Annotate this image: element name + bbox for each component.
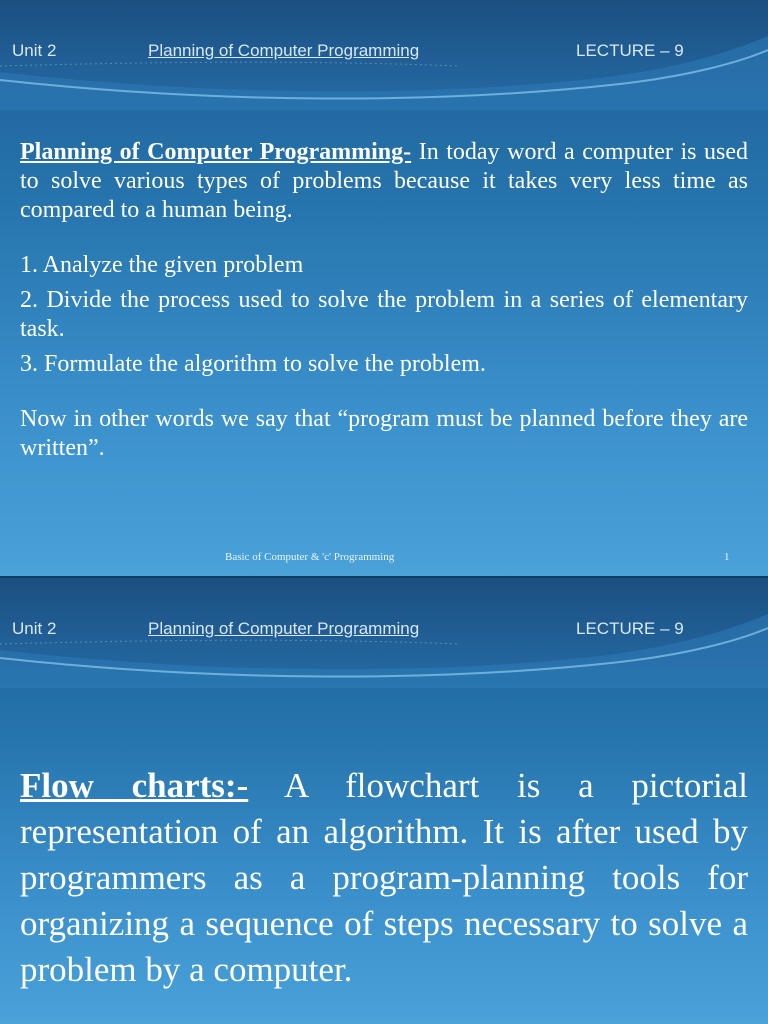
list-item: 2. Divide the process used to solve the problem in a series of elementary task. <box>20 287 748 342</box>
header-title: Planning of Computer Programming <box>148 41 420 60</box>
intro-lead: Planning of Computer Programming- <box>20 139 412 165</box>
slide-2 <box>0 576 768 1024</box>
list-item: 3. Formulate the algorithm to solve the problem. <box>20 351 486 377</box>
footer-page-number: 1 <box>724 551 730 563</box>
steps-list <box>20 251 748 379</box>
intro-text: In today word a computer is used to solve various types of problems because it takes very less time as compared to a human being. <box>20 139 749 223</box>
flowchart-text: A flowchart is a pictorial representation of an algorithm. It is after used by programmers as a program-planning tools for organizing a sequence of steps necessary to solve a problem by a computer. <box>20 766 748 989</box>
header-lecture: LECTURE – 9 <box>576 41 684 60</box>
header-lecture: LECTURE – 9 <box>576 619 684 638</box>
flowchart-paragraph <box>20 763 748 993</box>
flowchart-lead: Flow charts:- <box>20 766 249 805</box>
header-unit: Unit 2 <box>12 619 57 638</box>
slide-body <box>20 138 748 487</box>
header-unit: Unit 2 <box>12 41 57 60</box>
closing-paragraph: Now in other words we say that “program must be planned before they are written”. <box>20 406 748 461</box>
list-item: 1. Analyze the given problem <box>20 252 304 278</box>
intro-paragraph <box>20 138 748 225</box>
header-title: Planning of Computer Programming <box>148 619 420 638</box>
footer-course-title: Basic of Computer & 'c' Programming <box>225 551 395 563</box>
